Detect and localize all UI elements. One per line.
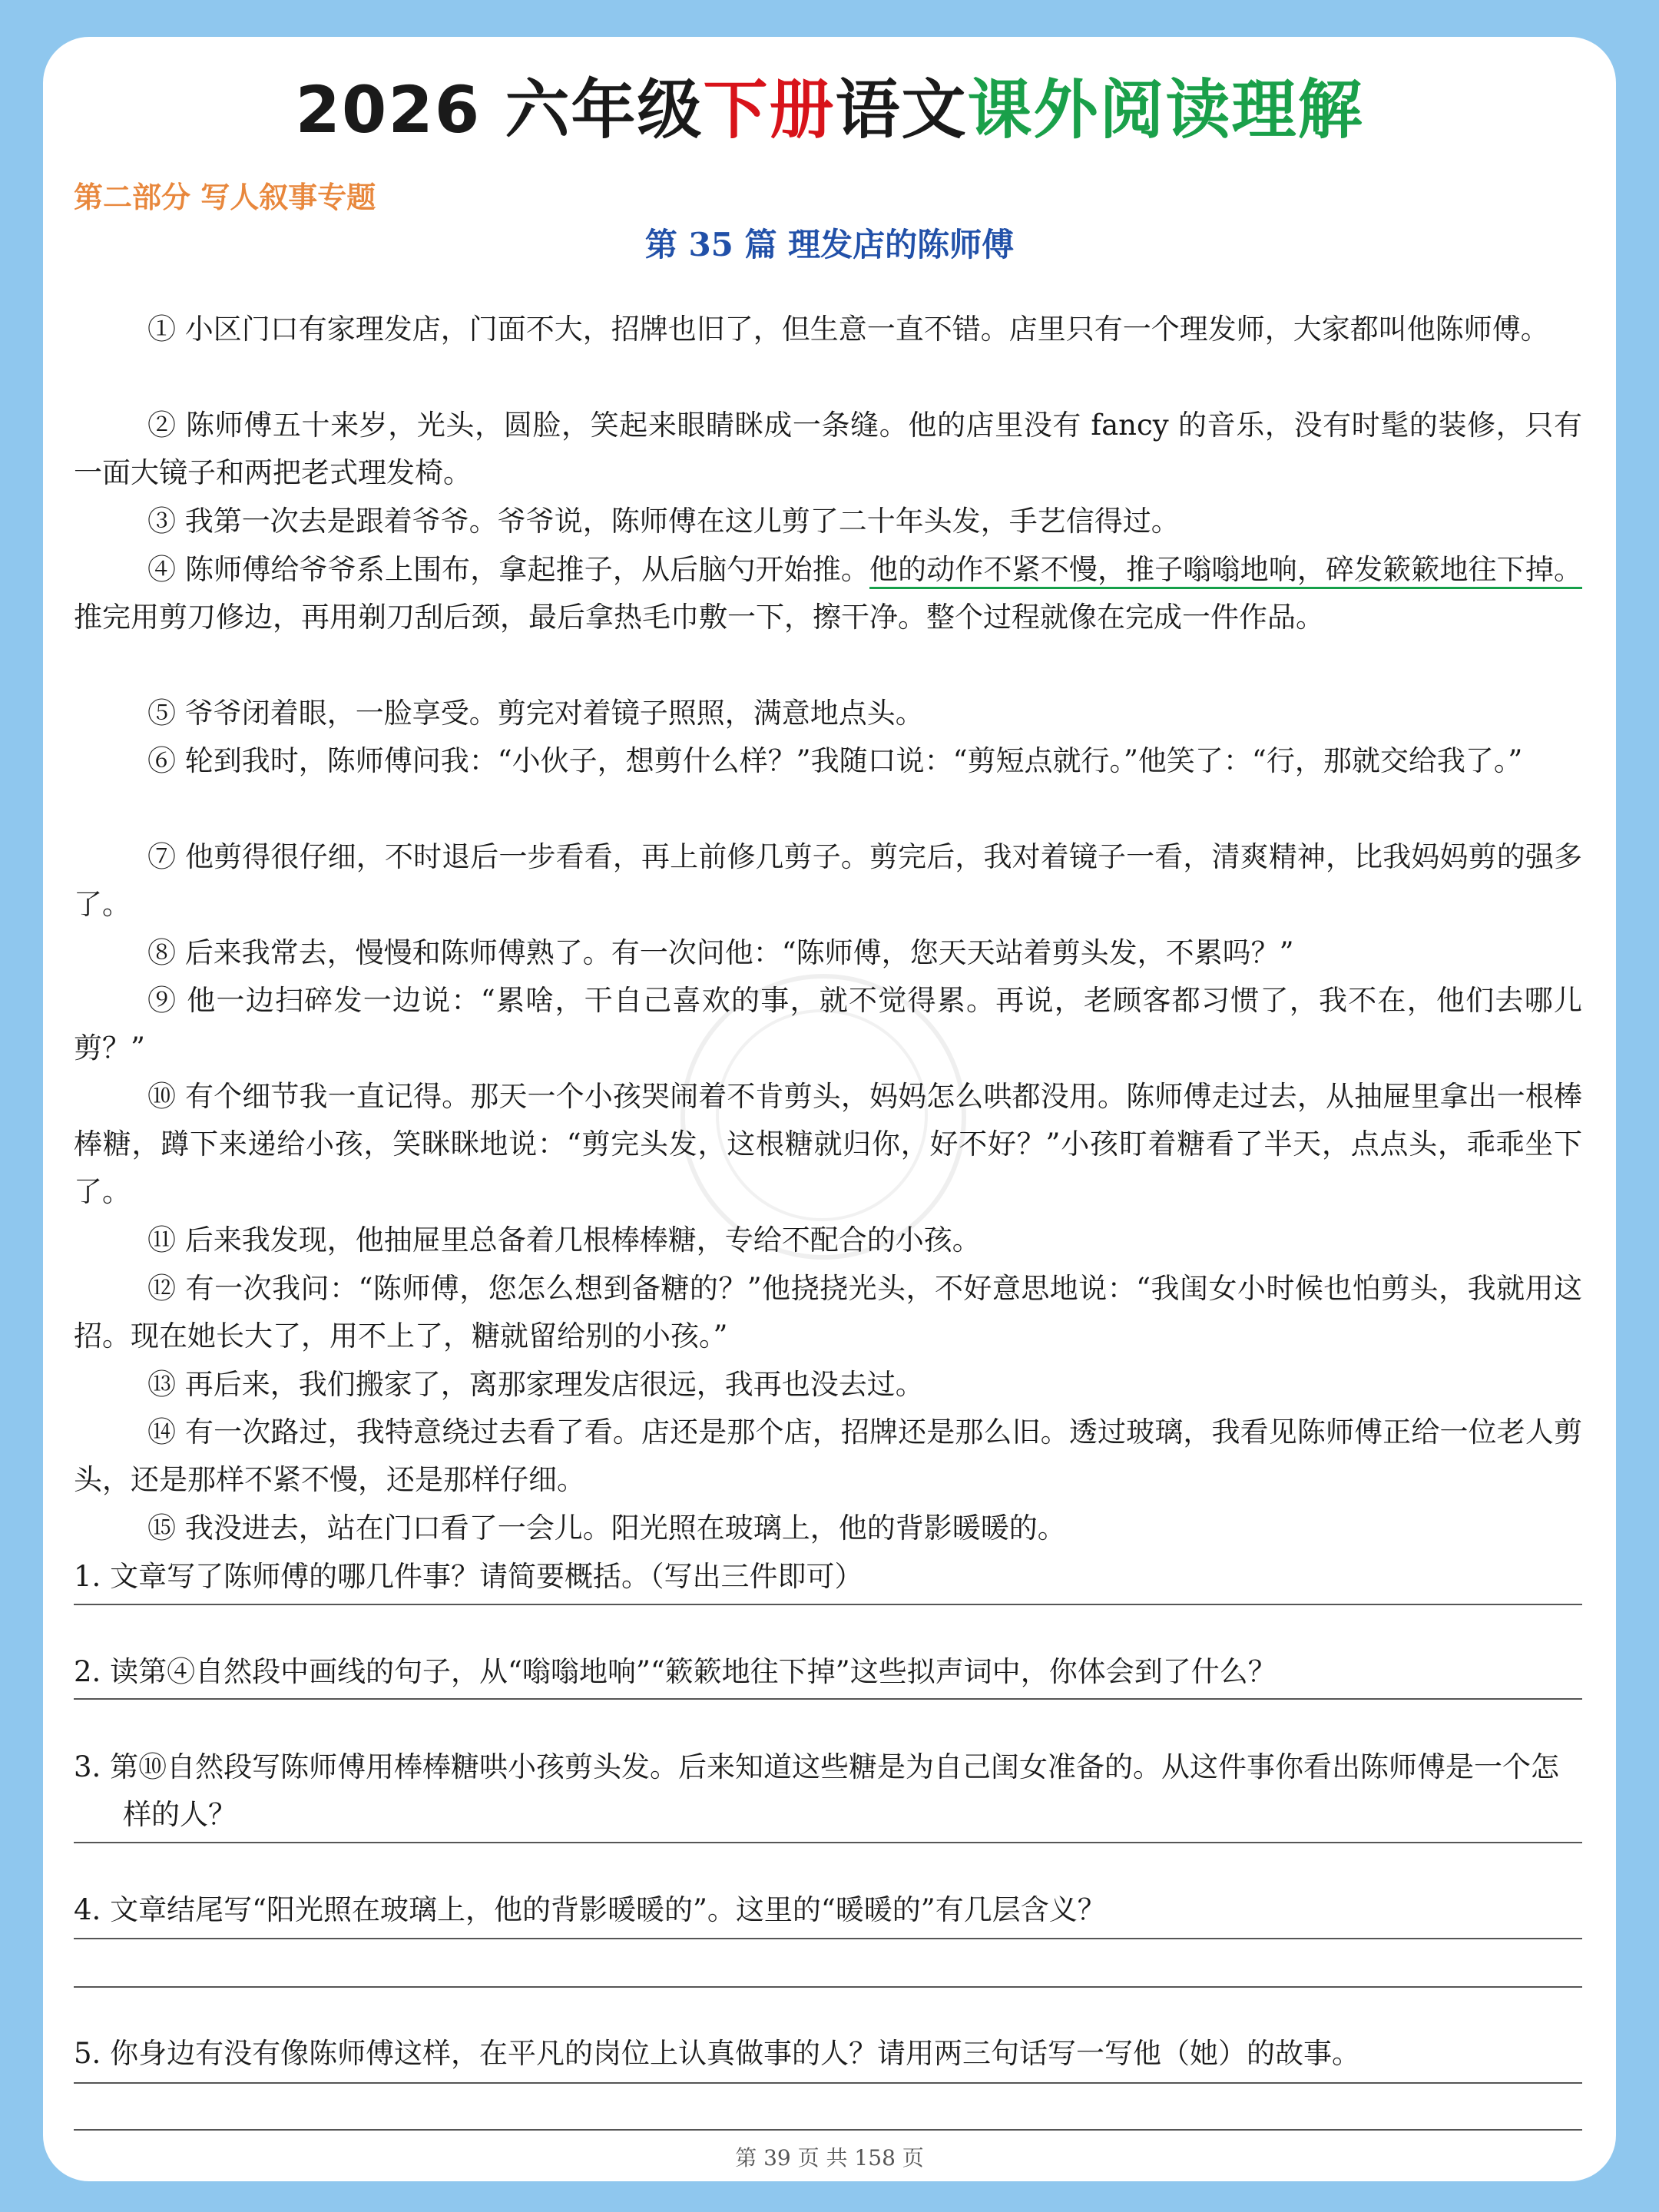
question-3: 3. 第⑩自然段写陈师傅用棒棒糖哄小孩剪头发。后来知道这些糖是为自己闺女准备的。从这件事你看出陈师傅是一个怎样的人？	[74, 1750, 1560, 1831]
question-1: 1. 文章写了陈师傅的哪几件事？请简要概括。（写出三件即可）	[74, 1560, 863, 1593]
answer-line-1[interactable]	[74, 1604, 1582, 1605]
title-part-volume: 下册	[703, 72, 836, 147]
paragraph-13: ⑬ 再后来，我们搬家了，离那家理发店很远，我再也没去过。	[147, 1368, 924, 1401]
paragraph-5: ⑤ 爷爷闭着眼，一脸享受。剪完对着镜子照照，满意地点头。	[147, 697, 924, 730]
paragraph-6: ⑥ 轮到我时，陈师傅问我：“小伙子，想剪什么样？”我随口说：“剪短点就行。”他笑了：“行，那就交给我了。”	[147, 744, 1523, 777]
paragraph-14: ⑭ 有一次路过，我特意绕过去看了看。店还是那个店，招牌还是那么旧。透过玻璃，我看见陈师傅正给一位老人剪头，还是那样不紧不慢，还是那样仔细。	[74, 1416, 1582, 1496]
question-2: 2. 读第④自然段中画线的句子，从“嗡嗡地响”“簌簌地往下掉”这些拟声词中，你体会到了什么？	[74, 1655, 1277, 1688]
paragraph-4	[74, 546, 1582, 641]
worksheet-page	[43, 37, 1616, 2181]
answer-line-5b[interactable]	[74, 2129, 1582, 2131]
paragraph-7: ⑦ 他剪得很仔细，不时退后一步看看，再上前修几剪子。剪完后，我对着镜子一看，清爽精神，比我妈妈剪的强多了。	[74, 840, 1582, 921]
section-label: 第二部分 写人叙事专题	[74, 180, 376, 214]
title-part-grade: 2026 六年级	[295, 72, 704, 147]
page-number: 第 39 页 共 158 页	[735, 2145, 924, 2171]
question-5: 5. 你身边有没有像陈师傅这样，在平凡的岗位上认真做事的人？请用两三句话写一写他（她）的故事。	[74, 2037, 1361, 2070]
answer-line-4b[interactable]	[74, 1986, 1582, 1988]
paragraph-10: ⑩ 有个细节我一直记得。那天一个小孩哭闹着不肯剪头，妈妈怎么哄都没用。陈师傅走过去，从抽屉里拿出一根棒棒糖，蹲下来递给小孩，笑眯眯地说：“剪完头发，这根糖就归你，好不好？”小孩盯着糖看了半天，点点头，乖乖坐下了。	[74, 1080, 1582, 1208]
answer-line-3[interactable]	[74, 1842, 1582, 1843]
paragraph-15: ⑮ 我没进去，站在门口看了一会儿。阳光照在玻璃上，他的背影暖暖的。	[147, 1512, 1066, 1545]
answer-line-2[interactable]	[74, 1698, 1582, 1700]
paragraph-12: ⑫ 有一次我问：“陈师傅，您怎么想到备糖的？”他挠挠光头，不好意思地说：“我闺女小时候也怕剪头，我就用这招。现在她长大了，用不上了，糖就留给别的小孩。”	[74, 1272, 1582, 1353]
paragraph-3: ③ 我第一次去是跟着爷爷。爷爷说，陈师傅在这儿剪了二十年头发，手艺信得过。	[147, 505, 1180, 538]
paragraph-4-lead: ④ 陈师傅给爷爷系上围布，拿起推子，从后脑勺开始推。	[147, 553, 870, 586]
paragraph-1: ① 小区门口有家理发店，门面不大，招牌也旧了，但生意一直不错。店里只有一个理发师，大家都叫他陈师傅。	[147, 313, 1549, 346]
answer-line-5a[interactable]	[74, 2082, 1582, 2084]
paragraph-11: ⑪ 后来我发现，他抽屉里总备着几根棒棒糖，专给不配合的小孩。	[147, 1224, 981, 1257]
title-part-subject: 语文	[835, 72, 968, 147]
paragraph-4-tail: 推完用剪刀修边，再用剃刀刮后颈，最后拿热毛巾敷一下，擦干净。整个过程就像在完成一件作品。	[74, 601, 1324, 634]
page-title	[43, 68, 1616, 152]
answer-line-4a[interactable]	[74, 1938, 1582, 1939]
paragraph-8: ⑧ 后来我常去，慢慢和陈师傅熟了。有一次问他：“陈师傅，您天天站着剪头发，不累吗？”	[147, 936, 1294, 969]
title-part-topic: 课外阅读理解	[967, 72, 1364, 147]
question-4: 4. 文章结尾写“阳光照在玻璃上，他的背影暖暖的”。这里的“暖暖的”有几层含义？	[74, 1893, 1106, 1926]
paragraph-2: ② 陈师傅五十来岁，光头，圆脸，笑起来眼睛眯成一条缝。他的店里没有 fancy 的音乐，没有时髦的装修，只有一面大镜子和两把老式理发椅。	[74, 409, 1582, 489]
article-title: 第 35 篇 理发店的陈师傅	[644, 226, 1015, 263]
underlined-sentence: 他的动作不紧不慢，推子嗡嗡地响，碎发簌簌地往下掉。	[869, 553, 1583, 586]
paragraph-9: ⑨ 他一边扫碎发一边说：“累啥，干自己喜欢的事，就不觉得累。再说，老顾客都习惯了，我不在，他们去哪儿剪？”	[74, 984, 1582, 1065]
